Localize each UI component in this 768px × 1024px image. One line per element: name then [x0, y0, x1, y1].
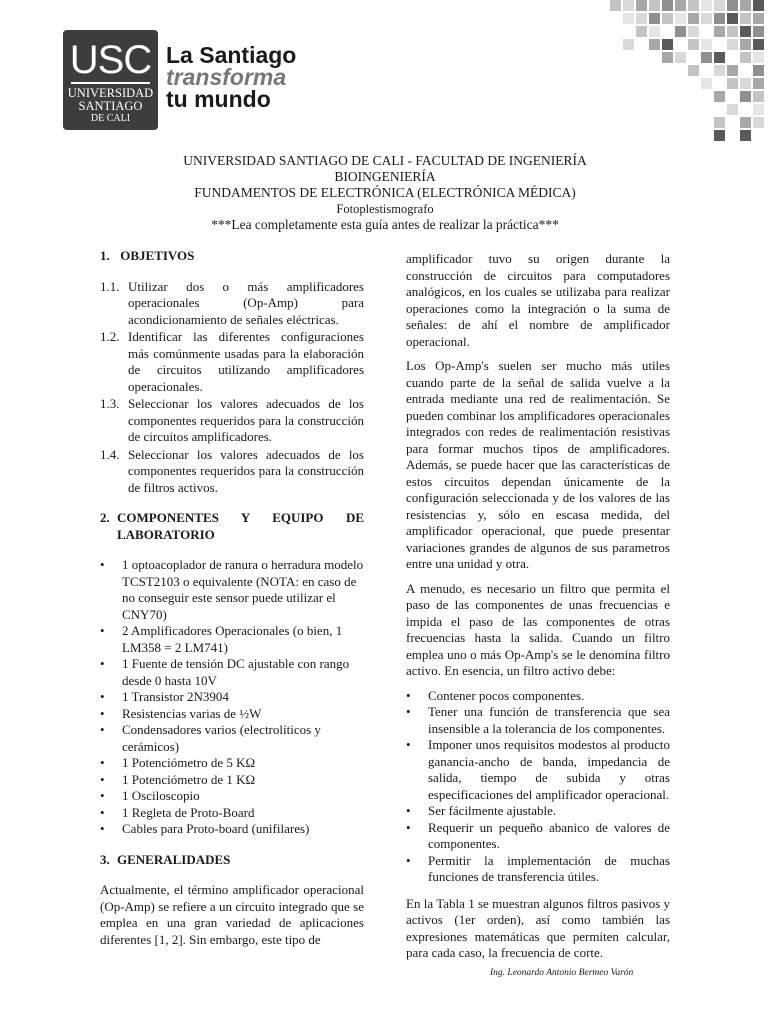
bullet-icon: •: [100, 705, 105, 721]
mosaic-tile: [740, 78, 751, 89]
item-number: 1.4.: [100, 446, 120, 462]
mosaic-tile: [753, 52, 764, 63]
list-item: [100, 788, 364, 805]
list-item: [100, 396, 364, 446]
item-number: 1.3.: [100, 396, 120, 411]
mosaic-tile: [727, 0, 738, 11]
mosaic-tile: [675, 0, 686, 11]
section-generalidades-heading: [100, 852, 364, 869]
item-number: 1.2.: [100, 329, 120, 344]
mosaic-tile: [753, 117, 764, 128]
bullet-icon: •: [406, 852, 411, 868]
mosaic-tile: [727, 39, 738, 50]
item-text: 1 optoacoplador de ranura o herradura modelo TCST2103 o equivalente (NOTA: en caso de no conseguir este sensor puede utilizar el CNY70): [122, 557, 364, 622]
bullet-icon: •: [100, 821, 105, 836]
item-text: Imponer unos requisitos modestos al producto ganancia-ancho de banda, impedancia de salida, tiempo de subida y otras especificaciones del amplificador operacional.: [428, 737, 670, 802]
bullet-icon: •: [100, 755, 105, 770]
left-column: [100, 248, 364, 956]
mosaic-tile: [714, 65, 725, 76]
bullet-icon: •: [100, 788, 105, 803]
mosaic-tile: [740, 117, 751, 128]
bullet-icon: •: [100, 722, 105, 737]
mosaic-tile: [753, 104, 764, 115]
list-item: [406, 704, 670, 737]
item-text: 1 Regleta de Proto-Board: [122, 804, 255, 820]
document-title: [90, 153, 680, 233]
title-university: UNIVERSIDAD SANTIAGO DE CALI - FACULTAD DE INGENIERÍA: [183, 153, 587, 168]
mosaic-tile: [714, 52, 725, 63]
section-number: 2.: [100, 510, 110, 525]
section-title: OBJETIVOS: [120, 248, 195, 263]
mosaic-tile: [623, 13, 634, 24]
title-warning: ***Lea completamente esta guía antes de realizar la práctica***: [211, 217, 559, 232]
mosaic-tile: [701, 39, 712, 50]
mosaic-tile: [688, 26, 699, 37]
paragraph-intro-continued: amplificador tuvo su origen durante la construcción de circuitos para computadores analógicos, en los cuales se utilizaba para realizar operaciones como la integración o la suma de señales: de ahí el nombre de amplificador operacional.: [406, 251, 670, 349]
mosaic-tile: [701, 13, 712, 24]
title-program: BIOINGENIERÍA: [334, 169, 436, 184]
mosaic-tile: [727, 104, 738, 115]
item-text: 1 Transistor 2N3904: [122, 689, 229, 704]
mosaic-tile: [714, 13, 725, 24]
bullet-icon: •: [406, 803, 411, 818]
item-text: Contener pocos componentes.: [428, 687, 585, 703]
item-text: Identificar las diferentes configuraciones más comúnmente usadas para la elaboración de circuitos utilizando amplificadores operacionales.: [128, 329, 364, 394]
list-item: [100, 706, 364, 723]
university-logo: [63, 30, 158, 130]
filter-requirements-list: [406, 688, 670, 886]
list-item: [100, 722, 364, 755]
list-item: [100, 623, 364, 656]
item-text: Permitir la implementación de muchas funciones de transferencia útiles.: [428, 852, 670, 884]
mosaic-tile: [688, 0, 699, 11]
bullet-icon: •: [100, 557, 105, 572]
mosaic-tile: [688, 39, 699, 50]
mosaic-tile: [727, 26, 738, 37]
logo-divider: [71, 82, 150, 84]
mosaic-tile: [714, 0, 725, 11]
tagline-line-3: tu mundo: [166, 86, 271, 112]
item-number: 1.1.: [100, 278, 120, 294]
section-number: 1.: [100, 248, 110, 263]
mosaic-tile: [662, 52, 673, 63]
item-text: Tener una función de transferencia que sea insensible a la tolerancia de los componentes.: [428, 704, 670, 736]
list-item: [406, 803, 670, 820]
bullet-icon: •: [406, 687, 411, 703]
paragraph-intro: Actualmente, el término amplificador operacional (Op-Amp) se refiere a un circuito integrado que se emplea en una gran variedad de aplicaciones diferentes [1, 2]. Sin embargo, este tipo de: [100, 882, 364, 947]
section-objetivos-heading: [100, 248, 364, 265]
list-item: [100, 656, 364, 689]
componentes-list: [100, 557, 364, 838]
mosaic-tile: [740, 91, 751, 102]
mosaic-tile: [714, 91, 725, 102]
decorative-mosaic: [610, 0, 768, 150]
mosaic-tile: [649, 26, 660, 37]
mosaic-tile: [714, 130, 725, 141]
section-componentes-heading: [100, 510, 364, 543]
mosaic-tile: [701, 0, 712, 11]
bullet-icon: •: [100, 689, 105, 704]
item-text: Condensadores varios (electrolíticos y cerámicos): [122, 722, 321, 754]
item-text: 1 Potenciómetro de 5 KΩ: [122, 755, 256, 770]
tagline-line-2: transforma: [166, 64, 287, 90]
item-text: 1 Fuente de tensión DC ajustable con rango desde 0 hasta 10V: [122, 656, 350, 688]
mosaic-tile: [753, 13, 764, 24]
item-text: Ser fácilmente ajustable.: [428, 803, 557, 818]
paragraph-feedback: Los Op-Amp's suelen ser mucho más utiles cuando parte de la señal de salida vuelve a la entrada mediante una red de realimentación. Se pueden combinar los amplificadores operacionales integrados con redes de realimentación resistivas para formar muchos tipos de amplificadores. Además, se puede hacer que las características de estos circuitos dependan únicamente de la configuración seleccionada y de los valores de las resistencias y, sólo en escasa medida, del amplificador operacional, que puede presentar variaciones grandes de algunos de sus parametros entre una unidad y otra.: [406, 358, 670, 571]
mosaic-tile: [636, 0, 647, 11]
list-item: [100, 772, 364, 789]
list-item: [100, 755, 364, 772]
mosaic-tile: [623, 0, 634, 11]
logo-line-3: DE CALI: [90, 113, 131, 124]
mosaic-tile: [740, 130, 751, 141]
mosaic-tile: [623, 39, 634, 50]
mosaic-tile: [753, 26, 764, 37]
mosaic-tile: [727, 65, 738, 76]
item-text: Seleccionar los valores adecuados de los componentes requeridos para la construcción de circuitos amplificadores.: [128, 396, 364, 444]
mosaic-tile: [675, 52, 686, 63]
section-title: GENERALIDADES: [117, 851, 231, 867]
mosaic-tile: [675, 13, 686, 24]
paragraph-table-reference: En la Tabla 1 se muestran algunos filtros pasivos y activos (1er orden), así como también las expresiones matemáticas que permiten calcular, para cada caso, la frecuencia de corte.: [406, 895, 670, 960]
mosaic-tile: [636, 26, 647, 37]
footer-author: Ing. Leonardo Antonio Bermeo Varón: [490, 968, 634, 978]
mosaic-tile: [714, 117, 725, 128]
list-item: [406, 853, 670, 886]
tagline-line-1: La Santiago: [166, 42, 297, 68]
bullet-icon: •: [100, 771, 105, 787]
item-text: Cables para Proto-board (unifilares): [122, 821, 310, 836]
mosaic-tile: [753, 0, 764, 11]
item-text: Resistencias varias de ½W: [122, 705, 262, 721]
mosaic-tile: [636, 13, 647, 24]
mosaic-tile: [727, 13, 738, 24]
tagline: [166, 44, 296, 110]
mosaic-tile: [649, 13, 660, 24]
mosaic-tile: [753, 91, 764, 102]
mosaic-tile: [610, 0, 621, 11]
title-practice: Fotoplestismografo: [336, 202, 434, 216]
bullet-icon: •: [406, 819, 411, 835]
bullet-icon: •: [100, 623, 105, 638]
list-item: [100, 689, 364, 706]
mosaic-tile: [701, 78, 712, 89]
mosaic-tile: [740, 13, 751, 24]
section-number: 3.: [100, 851, 110, 867]
item-text: 2 Amplificadores Operacionales (o bien, 1 LM358 = 2 LM741): [122, 623, 343, 655]
section-title: COMPONENTES Y EQUIPO DE LABORATORIO: [117, 510, 364, 542]
list-item: [100, 447, 364, 497]
mosaic-tile: [740, 52, 751, 63]
bullet-icon: •: [100, 656, 105, 671]
item-text: Seleccionar los valores adecuados de los componentes requeridos para la construcción de filtros activos.: [128, 446, 364, 495]
list-item: [100, 805, 364, 822]
bullet-icon: •: [406, 704, 411, 719]
mosaic-tile: [688, 65, 699, 76]
mosaic-tile: [753, 39, 764, 50]
mosaic-tile: [662, 0, 673, 11]
item-text: 1 Osciloscopio: [122, 788, 200, 803]
list-item: [100, 557, 364, 623]
list-item: [406, 688, 670, 705]
mosaic-tile: [753, 78, 764, 89]
mosaic-tile: [740, 26, 751, 37]
title-course: FUNDAMENTOS DE ELECTRÓNICA (ELECTRÓNICA MÉDICA): [194, 185, 576, 200]
bullet-icon: •: [406, 737, 411, 752]
list-item: [100, 821, 364, 838]
mosaic-tile: [675, 26, 686, 37]
spacer: [406, 886, 670, 896]
mosaic-tile: [649, 0, 660, 11]
mosaic-tile: [740, 39, 751, 50]
mosaic-tile: [714, 26, 725, 37]
bullet-icon: •: [100, 804, 105, 820]
mosaic-tile: [662, 13, 673, 24]
item-text: Utilizar dos o más amplificadores operacionales (Op-Amp) para acondicionamiento de señales eléctricas.: [128, 278, 364, 327]
list-item: [100, 279, 364, 329]
item-text: Requerir un pequeño abanico de valores de componentes.: [428, 819, 670, 851]
item-text: 1 Potenciómetro de 1 KΩ: [122, 771, 256, 787]
list-item: [406, 737, 670, 803]
paragraph-active-filter: A menudo, es necesario un filtro que permita el paso de las componentes de unas frecuencias e impida el paso de las componentes de otras frecuencias hasta la salida. Cuando un filtro emplea uno o más Op-Amp's se le denomina filtro activo. En esencia, un filtro activo debe:: [406, 580, 670, 678]
list-item: [100, 329, 364, 395]
mosaic-tile: [753, 65, 764, 76]
mosaic-tile: [727, 78, 738, 89]
logo-usc-text: USC: [69, 38, 152, 82]
logo-line-1: UNIVERSIDAD: [67, 86, 154, 100]
right-column: [406, 251, 670, 970]
mosaic-tile: [649, 39, 660, 50]
logo-line-2: SANTIAGO: [78, 99, 143, 113]
mosaic-tile: [688, 13, 699, 24]
mosaic-tile: [701, 52, 712, 63]
objetivos-list: [100, 279, 364, 497]
list-item: [406, 820, 670, 853]
mosaic-tile: [740, 0, 751, 11]
mosaic-tile: [662, 39, 673, 50]
